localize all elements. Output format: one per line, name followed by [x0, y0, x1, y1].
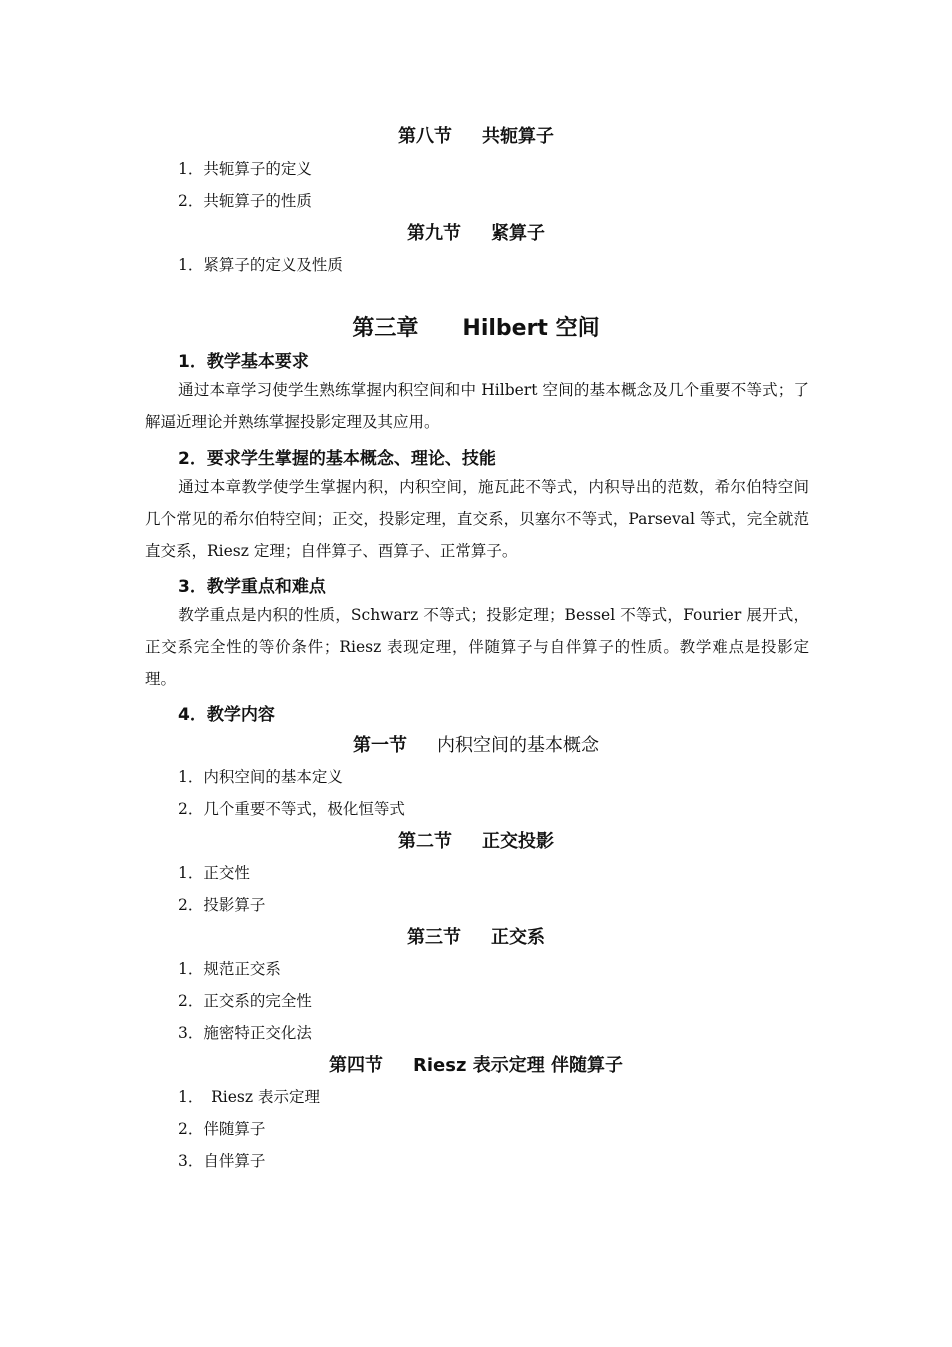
list-item: 1．正交性	[178, 864, 250, 882]
section-9-title	[0, 219, 952, 245]
list-item: 3．施密特正交化法	[178, 1024, 312, 1042]
list-item: 2．投影算子	[178, 896, 266, 914]
list-item: 1．内积空间的基本定义	[178, 768, 343, 786]
paragraph-text: 通过本章学习使学生熟练掌握内积空间和中 Hilbert 空间的基本概念及几个重要不等式；了解逼近理论并熟练掌握投影定理及其应用。	[145, 381, 809, 431]
subheading-concepts: 2．要求学生掌握的基本概念、理论、技能	[178, 449, 496, 469]
section-3-title	[0, 923, 952, 949]
section-name: Riesz 表示定理 伴随算子	[413, 1055, 623, 1076]
paragraph-keypoints	[145, 599, 809, 695]
section-name: 共轭算子	[482, 126, 554, 147]
section-8-title	[0, 122, 952, 148]
list-item: 1．紧算子的定义及性质	[178, 256, 343, 274]
paragraph-text: 通过本章教学使学生掌握内积，内积空间，施瓦茈不等式，内积导出的范数，希尔伯特空间 几个常见的希尔伯特空间；正交，投影定理，直交系，贝塞尔不等式，Parseval 等式，完全就范直交系，Riesz 定理；自伴算子、酉算子、正常算子。	[145, 478, 825, 560]
section-1-title	[0, 731, 952, 757]
paragraph-text: 教学重点是内积的性质，Schwarz 不等式；投影定理；Bessel 不等式，Fourier 展开式，正交系完全性的等价条件；Riesz 表现定理，伴随算子与自伴算子的性质。教学难点是投影定理。	[145, 606, 809, 688]
list-item: 3．自伴算子	[178, 1152, 266, 1170]
subheading-keypoints: 3．教学重点和难点	[178, 577, 326, 597]
section-name: 正交系	[491, 927, 545, 948]
section-number: 第九节	[407, 223, 461, 244]
list-item: 2．共轭算子的性质	[178, 192, 312, 210]
section-number: 第一节	[353, 735, 407, 756]
list-item: 1．规范正交系	[178, 960, 281, 978]
section-number: 第四节	[329, 1055, 384, 1076]
subheading-content: 4．教学内容	[178, 705, 275, 725]
list-item: 2．几个重要不等式，极化恒等式	[178, 800, 405, 818]
section-name: 内积空间的基本概念	[437, 735, 599, 756]
section-number: 第二节	[398, 831, 452, 852]
subheading-requirements: 1．教学基本要求	[178, 352, 309, 372]
paragraph-concepts	[145, 471, 825, 567]
section-name: 紧算子	[491, 223, 545, 244]
section-number: 第三节	[407, 927, 461, 948]
chapter-title	[0, 311, 952, 342]
section-4-title	[0, 1051, 952, 1077]
list-item: 2．伴随算子	[178, 1120, 266, 1138]
section-number: 第八节	[398, 126, 452, 147]
chapter-name: Hilbert 空间	[462, 316, 600, 341]
chapter-number: 第三章	[352, 316, 419, 341]
paragraph-requirements	[145, 374, 809, 438]
section-2-title	[0, 827, 952, 853]
list-item: 1． Riesz 表示定理	[178, 1088, 320, 1106]
list-item: 2．正交系的完全性	[178, 992, 312, 1010]
list-item: 1．共轭算子的定义	[178, 160, 312, 178]
section-name: 正交投影	[482, 831, 554, 852]
